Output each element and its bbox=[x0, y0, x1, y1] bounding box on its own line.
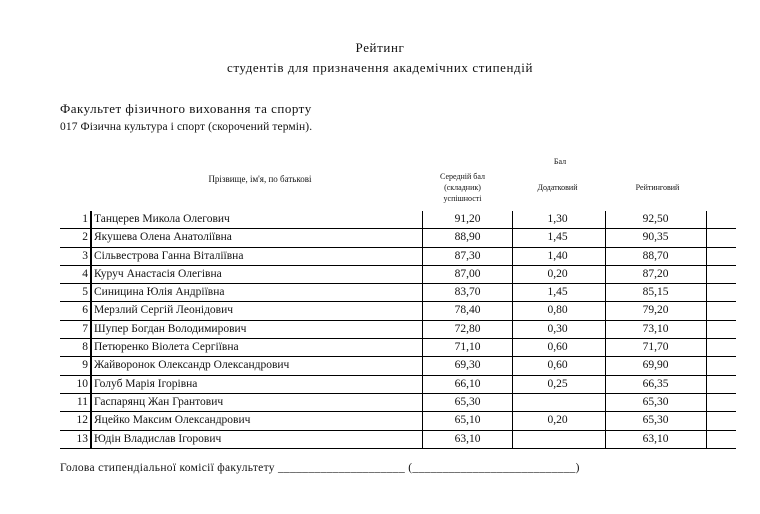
additional-score: 1,45 bbox=[547, 231, 568, 244]
column-divider bbox=[512, 339, 513, 356]
column-divider bbox=[422, 266, 423, 283]
student-name: Голуб Марія Ігорівна bbox=[94, 377, 198, 390]
column-divider bbox=[512, 376, 513, 393]
program-name: 017 Фізична культура і спорт (скорочений термін). bbox=[60, 121, 313, 133]
additional-score: 0,20 bbox=[547, 267, 568, 280]
column-divider bbox=[90, 248, 92, 265]
column-divider bbox=[90, 394, 92, 411]
rating-score: 87,20 bbox=[642, 267, 669, 280]
row-number: 11 bbox=[76, 395, 88, 408]
additional-score: 0,20 bbox=[547, 414, 568, 427]
rating-score: 85,15 bbox=[642, 286, 669, 299]
table-row bbox=[60, 321, 736, 339]
rating-score: 69,90 bbox=[642, 359, 669, 372]
table-row bbox=[60, 284, 736, 302]
column-divider bbox=[512, 284, 513, 301]
column-divider bbox=[605, 394, 606, 411]
header-name: Прізвище, ім'я, по батькові bbox=[208, 174, 312, 184]
column-divider bbox=[422, 412, 423, 429]
column-divider bbox=[605, 431, 606, 448]
additional-score: 0,30 bbox=[547, 322, 568, 335]
rating-score: 65,30 bbox=[642, 395, 669, 408]
rating-score: 73,10 bbox=[642, 322, 669, 335]
header-average-line2: (складник) bbox=[444, 183, 481, 192]
rating-score: 65,30 bbox=[642, 414, 669, 427]
average-score: 69,30 bbox=[454, 359, 481, 372]
student-name: Мерзлий Сергій Леонідович bbox=[94, 304, 234, 317]
row-number: 1 bbox=[82, 213, 88, 225]
column-divider bbox=[90, 339, 92, 356]
student-name: Танцерев Микола Олегович bbox=[94, 213, 230, 225]
student-name: Якушева Олена Анатоліївна bbox=[94, 231, 232, 244]
column-divider bbox=[706, 431, 707, 448]
column-divider bbox=[512, 248, 513, 265]
column-divider bbox=[90, 229, 92, 246]
column-divider bbox=[706, 266, 707, 283]
average-score: 87,30 bbox=[454, 249, 481, 262]
table-row bbox=[60, 248, 736, 266]
row-number: 13 bbox=[76, 432, 88, 445]
rating-score: 92,50 bbox=[642, 213, 669, 225]
column-divider bbox=[422, 321, 423, 338]
row-number: 9 bbox=[82, 359, 88, 372]
column-divider bbox=[605, 357, 606, 374]
column-divider bbox=[512, 321, 513, 338]
column-divider bbox=[605, 284, 606, 301]
document-title: Рейтинг bbox=[355, 40, 405, 55]
table-row bbox=[60, 357, 736, 375]
column-divider bbox=[90, 321, 92, 338]
column-divider bbox=[512, 266, 513, 283]
rating-score: 88,70 bbox=[642, 249, 669, 262]
additional-score: 0,60 bbox=[547, 341, 568, 354]
column-divider bbox=[422, 431, 423, 448]
average-score: 72,80 bbox=[454, 322, 481, 335]
header-rating: Рейтинговий bbox=[635, 183, 680, 192]
row-number: 4 bbox=[82, 267, 88, 280]
table-row bbox=[60, 376, 736, 394]
additional-score: 1,40 bbox=[547, 249, 568, 262]
additional-score: 0,80 bbox=[547, 304, 568, 317]
additional-score: 0,25 bbox=[547, 377, 568, 390]
student-name: Петюренко Віолета Сергіївна bbox=[94, 341, 239, 354]
faculty-name: Факультет фізичного виховання та спорту bbox=[60, 101, 312, 116]
table-row bbox=[60, 412, 736, 430]
column-divider bbox=[605, 376, 606, 393]
column-divider bbox=[512, 357, 513, 374]
column-divider bbox=[90, 266, 92, 283]
average-score: 88,90 bbox=[454, 231, 481, 244]
rating-score: 79,20 bbox=[642, 304, 669, 317]
row-number: 5 bbox=[82, 286, 88, 299]
header-average-line1: Середній бал bbox=[440, 172, 485, 181]
column-divider bbox=[605, 339, 606, 356]
column-divider bbox=[90, 302, 92, 319]
column-divider bbox=[605, 321, 606, 338]
column-divider bbox=[90, 211, 92, 228]
column-divider bbox=[605, 412, 606, 429]
row-number: 7 bbox=[82, 322, 88, 335]
column-divider bbox=[706, 211, 707, 228]
column-divider bbox=[422, 357, 423, 374]
column-divider bbox=[422, 248, 423, 265]
average-score: 65,30 bbox=[454, 395, 481, 408]
student-name: Юдін Владислав Ігорович bbox=[94, 432, 222, 445]
additional-score: 1,30 bbox=[547, 213, 568, 225]
header-additional: Додатковий bbox=[537, 183, 578, 192]
table-row bbox=[60, 266, 736, 284]
average-score: 63,10 bbox=[454, 432, 481, 445]
column-divider bbox=[512, 412, 513, 429]
table-row bbox=[60, 431, 736, 449]
column-divider bbox=[512, 229, 513, 246]
student-name: Жайворонок Олександр Олександрович bbox=[94, 359, 290, 372]
average-score: 91,20 bbox=[454, 213, 481, 225]
header-score-group: Бал bbox=[553, 157, 567, 166]
column-divider bbox=[90, 357, 92, 374]
column-divider bbox=[706, 376, 707, 393]
column-divider bbox=[605, 248, 606, 265]
column-divider bbox=[422, 394, 423, 411]
rating-score: 71,70 bbox=[642, 341, 669, 354]
rating-score: 90,35 bbox=[642, 231, 669, 244]
column-divider bbox=[90, 284, 92, 301]
additional-score: 1,45 bbox=[547, 286, 568, 299]
row-number: 8 bbox=[82, 341, 88, 354]
table-row bbox=[60, 229, 736, 247]
column-divider bbox=[512, 431, 513, 448]
table-row bbox=[60, 211, 736, 229]
column-divider bbox=[605, 266, 606, 283]
column-divider bbox=[605, 211, 606, 228]
column-divider bbox=[706, 248, 707, 265]
student-name: Шупер Богдан Володимирович bbox=[94, 322, 247, 335]
column-divider bbox=[706, 412, 707, 429]
rating-score: 63,10 bbox=[642, 432, 669, 445]
additional-score bbox=[515, 431, 600, 448]
column-divider bbox=[512, 394, 513, 411]
column-divider bbox=[90, 376, 92, 393]
additional-score: 0,60 bbox=[547, 359, 568, 372]
row-number: 6 bbox=[82, 304, 88, 317]
column-divider bbox=[422, 211, 423, 228]
additional-score bbox=[515, 394, 600, 411]
row-number: 10 bbox=[76, 377, 88, 390]
column-divider bbox=[706, 357, 707, 374]
table-row bbox=[60, 394, 736, 412]
header-average-line3: успішності bbox=[443, 194, 482, 203]
header-average bbox=[420, 171, 505, 204]
row-number: 3 bbox=[82, 249, 88, 262]
student-name: Синицина Юлія Андріївна bbox=[94, 286, 225, 299]
table-row bbox=[60, 302, 736, 320]
table-row bbox=[60, 339, 736, 357]
column-divider bbox=[90, 431, 92, 448]
column-divider bbox=[90, 412, 92, 429]
average-score: 66,10 bbox=[454, 377, 481, 390]
column-divider bbox=[512, 211, 513, 228]
column-divider bbox=[422, 339, 423, 356]
column-divider bbox=[422, 229, 423, 246]
student-name: Куруч Анастасія Олегівна bbox=[94, 267, 222, 280]
column-divider bbox=[422, 302, 423, 319]
column-divider bbox=[422, 284, 423, 301]
column-divider bbox=[706, 229, 707, 246]
column-divider bbox=[422, 376, 423, 393]
column-divider bbox=[605, 229, 606, 246]
average-score: 83,70 bbox=[454, 286, 481, 299]
row-number: 2 bbox=[82, 231, 88, 244]
column-divider bbox=[512, 302, 513, 319]
signature-line: Голова стипендіальної комісії факультету _____________________ (___________________________) bbox=[60, 462, 580, 474]
column-divider bbox=[706, 394, 707, 411]
column-divider bbox=[706, 321, 707, 338]
column-divider bbox=[706, 339, 707, 356]
average-score: 87,00 bbox=[454, 267, 481, 280]
rating-score: 66,35 bbox=[642, 377, 669, 390]
row-number: 12 bbox=[76, 414, 88, 427]
column-divider bbox=[706, 302, 707, 319]
average-score: 78,40 bbox=[454, 304, 481, 317]
document-subtitle: студентів для призначення академічних стипендій bbox=[226, 60, 534, 75]
average-score: 71,10 bbox=[454, 341, 481, 354]
student-name: Гаспарянц Жан Грантович bbox=[94, 395, 224, 408]
student-name: Яцейко Максим Олександрович bbox=[94, 414, 251, 427]
rating-table bbox=[60, 211, 736, 449]
student-name: Сільвестрова Ганна Віталіївна bbox=[94, 249, 244, 262]
column-divider bbox=[706, 284, 707, 301]
column-divider bbox=[605, 302, 606, 319]
average-score: 65,10 bbox=[454, 414, 481, 427]
